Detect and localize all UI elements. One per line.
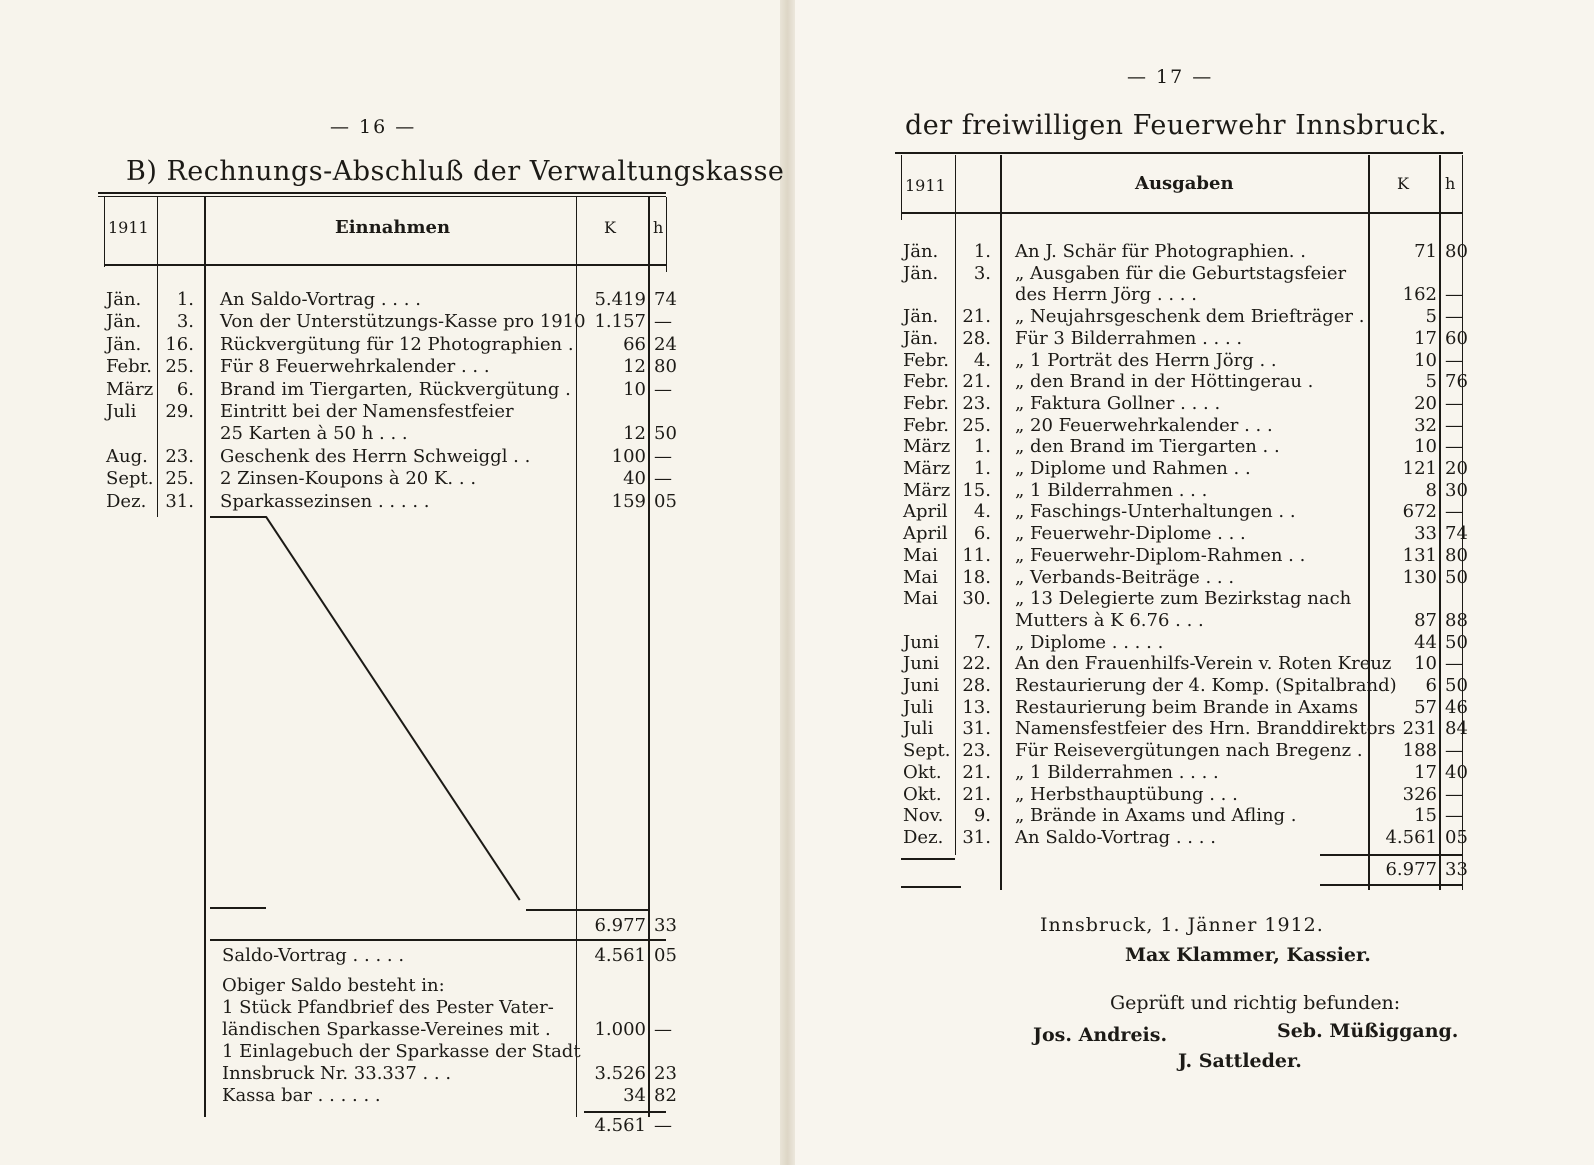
row-amount-h: — <box>1445 740 1463 762</box>
row-month: April <box>903 501 948 523</box>
row-description: „ 20 Feuerwehrkalender . . . <box>1015 414 1273 436</box>
row-amount-h: 50 <box>1445 631 1468 653</box>
col-rule-right <box>666 197 667 272</box>
row-amount-k: 10 <box>1414 436 1437 458</box>
row-amount-h: 50 <box>1445 566 1468 588</box>
row-amount-k: 326 <box>1402 783 1437 805</box>
col-rule-k <box>576 197 577 1117</box>
row-amount-h: — <box>1445 306 1463 328</box>
table-top-border <box>895 152 1463 154</box>
row-day: 23. <box>962 392 991 414</box>
row-amount-h: — <box>1445 501 1463 523</box>
row-amount-k: 100 <box>611 445 646 467</box>
page-number: — 17 — <box>1127 66 1214 88</box>
row-description: Brand im Tiergarten, Rückvergütung . <box>220 378 571 400</box>
row-amount-h: 46 <box>1445 696 1468 718</box>
col-rule-day <box>157 197 158 517</box>
col-rule-h <box>648 197 650 1117</box>
row-day: 31. <box>962 826 991 848</box>
table-header-rule <box>901 212 1463 214</box>
row-amount-k: 5.419 <box>594 289 646 310</box>
row-amount-k: 10 <box>623 378 646 400</box>
col-rule-desc <box>204 197 206 1117</box>
breakdown-text: Kassa bar . . . . . . <box>222 1085 381 1106</box>
breakdown-k: 34 <box>623 1085 646 1106</box>
table-top-border <box>98 192 666 194</box>
row-description: Sparkassezinsen . . . . . <box>220 490 430 512</box>
row-description: „ 1 Bilderrahmen . . . . <box>1015 761 1219 783</box>
row-month: Mai <box>903 544 938 566</box>
row-description: „ Feuerwehr-Diplome . . . <box>1015 523 1246 545</box>
row-amount-h: — <box>1445 349 1463 371</box>
row-day: 4. <box>973 501 991 523</box>
breakdown-k: 1.000 <box>594 1019 646 1040</box>
row-month: Febr. <box>903 392 950 414</box>
row-amount-h: — <box>1445 284 1463 306</box>
saldo-k: 4.561 <box>594 945 646 966</box>
row-day: 30. <box>962 588 991 610</box>
row-amount-h: 80 <box>1445 544 1468 566</box>
row-month: Jän. <box>106 311 142 333</box>
row-amount-h: — <box>654 378 672 400</box>
row-month: Sept. <box>903 740 951 762</box>
row-description: Restaurierung beim Brande in Axams <box>1015 696 1359 718</box>
row-month: Jän. <box>106 289 142 310</box>
table-top-border-inner <box>98 196 666 197</box>
row-description: Restaurierung der 4. Komp. (Spitalbrand) <box>1015 675 1397 696</box>
row-amount-k: 5 <box>1425 306 1437 328</box>
row-month: Dez. <box>903 826 944 848</box>
total-rule-left <box>901 886 961 888</box>
row-amount-k: 33 <box>1414 523 1437 545</box>
header-h: h <box>653 218 664 237</box>
row-day: 21. <box>962 783 991 805</box>
row-month: Juli <box>903 696 934 718</box>
col-rule-day <box>955 155 956 855</box>
row-day: 6. <box>973 523 991 545</box>
row-amount-h: 60 <box>1445 327 1468 349</box>
row-day: 1. <box>973 241 991 262</box>
row-amount-k: 15 <box>1414 805 1437 827</box>
row-day: 25. <box>962 414 991 436</box>
row-amount-k: 231 <box>1402 718 1437 740</box>
row-description: „ den Brand in der Höttingerau . <box>1015 371 1314 393</box>
row-amount-h: 50 <box>1445 675 1468 696</box>
row-amount-k: 10 <box>1414 349 1437 371</box>
saldo-h: 05 <box>654 945 677 966</box>
total-h: 33 <box>654 915 677 936</box>
breakdown-text: Obiger Saldo besteht in: <box>222 975 445 996</box>
row-description: An Saldo-Vortrag . . . . <box>220 289 421 310</box>
row-day: 25. <box>165 356 194 378</box>
row-amount-k: 66 <box>623 333 646 355</box>
breakdown-h: 82 <box>654 1085 677 1106</box>
row-month: Febr. <box>903 349 950 371</box>
row-month: Mai <box>903 588 938 610</box>
row-day: 28. <box>962 327 991 349</box>
row-month: Febr. <box>903 371 950 393</box>
row-amount-h: — <box>1445 653 1463 675</box>
left-page <box>0 0 785 1165</box>
total-k: 6.977 <box>1385 859 1437 880</box>
row-amount-k: 672 <box>1402 501 1437 523</box>
header-description: Ausgaben <box>1135 173 1234 194</box>
breakdown-k: 3.526 <box>594 1063 646 1084</box>
row-day: 31. <box>165 490 194 512</box>
row-month: Nov. <box>903 805 944 827</box>
header-year: 1911 <box>108 218 149 237</box>
cancel-stub <box>210 516 266 518</box>
row-description: Namensfestfeier des Hrn. Branddirektors <box>1015 718 1396 740</box>
row-description: „ Diplome und Rahmen . . <box>1015 458 1251 479</box>
row-day: 25. <box>165 468 194 490</box>
row-day: 4. <box>973 349 991 371</box>
row-description: „ 1 Porträt des Herrn Jörg . . <box>1015 349 1277 371</box>
row-description: „ den Brand im Tiergarten . . <box>1015 436 1280 458</box>
row-month: Febr. <box>903 414 950 436</box>
signer-2: Seb. Müßiggang. <box>1277 1020 1459 1042</box>
row-amount-k: 8 <box>1425 479 1437 501</box>
row-description: Für 8 Feuerwehrkalender . . . <box>220 356 490 378</box>
row-month: Juni <box>903 675 940 696</box>
col-rule-left <box>901 155 902 220</box>
row-amount-h: 05 <box>654 490 677 512</box>
row-amount-h: 74 <box>654 289 677 310</box>
row-amount-h: 84 <box>1445 718 1468 740</box>
row-amount-k: 159 <box>611 490 646 512</box>
row-month: Jän. <box>903 306 939 328</box>
row-day: 11. <box>962 544 991 566</box>
row-amount-k: 17 <box>1414 761 1437 783</box>
breakdown-h: — <box>654 1019 672 1040</box>
row-amount-h: — <box>1445 414 1463 436</box>
row-day: 1. <box>176 289 194 310</box>
header-k: K <box>1397 174 1409 193</box>
total-rule <box>210 939 666 941</box>
row-amount-k: 10 <box>1414 653 1437 675</box>
row-amount-h: — <box>1445 436 1463 458</box>
row-description: „ Brände in Axams und Afling . <box>1015 805 1297 827</box>
row-amount-k: 12 <box>623 423 646 445</box>
row-day: 23. <box>962 740 991 762</box>
row-month: Juni <box>903 631 940 653</box>
row-day: 13. <box>962 696 991 718</box>
right-page <box>795 0 1594 1165</box>
row-amount-k: 6 <box>1425 675 1437 696</box>
row-description: Mutters à K 6.76 . . . <box>1015 609 1204 631</box>
row-month: Okt. <box>903 761 942 783</box>
row-amount-k: 71 <box>1414 241 1437 262</box>
page-title: der freiwilligen Feuerwehr Innsbruck. <box>905 110 1448 141</box>
row-description: des Herrn Jörg . . . . <box>1015 284 1197 306</box>
signer-1: Jos. Andreis. <box>1033 1024 1168 1046</box>
row-day: 21. <box>962 371 991 393</box>
verified-note: Geprüft und richtig befunden: <box>1110 992 1401 1014</box>
row-amount-k: 5 <box>1425 371 1437 393</box>
row-description: „ Feuerwehr-Diplom-Rahmen . . <box>1015 544 1306 566</box>
saldo-text: Saldo-Vortrag . . . . . <box>222 945 405 966</box>
row-amount-k: 188 <box>1402 740 1437 762</box>
breakdown-rule <box>584 1111 666 1113</box>
row-amount-h: 24 <box>654 333 677 355</box>
total-k: 6.977 <box>594 915 646 936</box>
row-month: Febr. <box>106 356 153 378</box>
breakdown-total-k: 4.561 <box>594 1115 646 1136</box>
row-description: An Saldo-Vortrag . . . . <box>1015 826 1216 848</box>
page-number: — 16 — <box>330 116 417 138</box>
row-day: 15. <box>962 479 991 501</box>
row-description: An J. Schär für Photographien. . <box>1015 241 1306 262</box>
row-amount-h: 76 <box>1445 371 1468 393</box>
row-amount-k: 17 <box>1414 327 1437 349</box>
row-month: Jän. <box>903 241 939 262</box>
row-month: Juli <box>903 718 934 740</box>
row-description: Von der Unterstützungs-Kasse pro 1910 <box>220 311 586 333</box>
row-day: 18. <box>962 566 991 588</box>
place-date: Innsbruck, 1. Jänner 1912. <box>1040 914 1324 936</box>
row-description: Rückvergütung für 12 Photographien . <box>220 333 574 355</box>
table-header-rule <box>104 264 666 266</box>
breakdown-text: ländischen Sparkasse-Vereines mit . <box>222 1019 551 1040</box>
cancel-end-rule <box>526 909 650 911</box>
row-amount-k: 20 <box>1414 392 1437 414</box>
row-day: 6. <box>176 378 194 400</box>
row-amount-k: 57 <box>1414 696 1437 718</box>
row-month: März <box>903 436 951 458</box>
row-amount-k: 162 <box>1402 284 1437 306</box>
cancel-diagonal <box>265 516 521 901</box>
row-month: Aug. <box>106 445 148 467</box>
row-amount-h: — <box>654 468 672 490</box>
row-description: 25 Karten à 50 h . . . <box>220 423 408 445</box>
row-month: Jän. <box>903 327 939 349</box>
total-rule <box>1320 884 1463 886</box>
row-day: 21. <box>962 761 991 783</box>
col-rule-h <box>1439 155 1441 890</box>
breakdown-total-h: — <box>654 1115 672 1136</box>
row-day: 16. <box>165 333 194 355</box>
row-amount-h: 50 <box>654 423 677 445</box>
row-amount-h: 74 <box>1445 523 1468 545</box>
col-rule-k <box>1368 155 1370 890</box>
row-description: „ 13 Delegierte zum Bezirkstag nach <box>1015 588 1352 610</box>
row-amount-k: 12 <box>623 356 646 378</box>
row-amount-h: 80 <box>1445 241 1468 262</box>
row-day: 1. <box>973 458 991 479</box>
row-amount-k: 1.157 <box>594 311 646 333</box>
row-description: „ Faschings-Unterhaltungen . . <box>1015 501 1296 523</box>
row-day: 9. <box>973 805 991 827</box>
row-day: 7. <box>973 631 991 653</box>
breakdown-h: 23 <box>654 1063 677 1084</box>
row-day: 31. <box>962 718 991 740</box>
row-amount-h: 40 <box>1445 761 1468 783</box>
row-amount-k: 4.561 <box>1385 826 1437 848</box>
row-amount-h: — <box>1445 805 1463 827</box>
row-description: An den Frauenhilfs-Verein v. Roten Kreuz <box>1015 653 1392 675</box>
row-description: „ Faktura Gollner . . . . <box>1015 392 1221 414</box>
row-amount-h: — <box>654 311 672 333</box>
header-h: h <box>1445 174 1456 193</box>
row-month: Jän. <box>106 333 142 355</box>
row-month: April <box>903 523 948 545</box>
row-month: Mai <box>903 566 938 588</box>
row-day: 21. <box>962 306 991 328</box>
row-description: „ 1 Bilderrahmen . . . <box>1015 479 1208 501</box>
page-title: B) Rechnungs-Abschluß der Verwaltungskasse <box>126 156 785 187</box>
row-description: „ Verbands-Beiträge . . . <box>1015 566 1235 588</box>
row-amount-h: — <box>1445 783 1463 805</box>
breakdown-text: Innsbruck Nr. 33.337 . . . <box>222 1063 452 1084</box>
row-month: Dez. <box>106 490 147 512</box>
row-amount-k: 44 <box>1414 631 1437 653</box>
row-amount-h: 30 <box>1445 479 1468 501</box>
row-description: „ Neujahrsgeschenk dem Briefträger . <box>1015 306 1365 328</box>
col-rule-left <box>104 197 105 267</box>
cashier-signature: Max Klammer, Kassier. <box>1125 944 1371 966</box>
row-amount-h: 20 <box>1445 458 1468 479</box>
row-amount-h: 05 <box>1445 826 1468 848</box>
row-month: März <box>903 458 951 479</box>
row-month: März <box>903 479 951 501</box>
row-month: März <box>106 378 154 400</box>
row-amount-h: 80 <box>654 356 677 378</box>
sum-rule <box>1320 854 1463 856</box>
header-year: 1911 <box>905 176 946 195</box>
signer-3: J. Sattleder. <box>1178 1050 1302 1072</box>
row-description: „ Diplome . . . . . <box>1015 631 1164 653</box>
row-month: Juli <box>106 401 137 422</box>
row-amount-k: 40 <box>623 468 646 490</box>
row-description: „ Herbsthauptübung . . . <box>1015 783 1238 805</box>
header-description: Einnahmen <box>335 217 451 238</box>
row-amount-k: 131 <box>1402 544 1437 566</box>
row-description: Für 3 Bilderrahmen . . . . <box>1015 327 1243 349</box>
row-description: Für Reisevergütungen nach Bregenz . <box>1015 740 1363 762</box>
row-amount-h: 88 <box>1445 609 1468 631</box>
row-day: 3. <box>176 311 194 333</box>
sum-rule-left <box>210 907 266 909</box>
row-amount-k: 32 <box>1414 414 1437 436</box>
row-description: Eintritt bei der Namensfestfeier <box>220 401 514 422</box>
header-k: K <box>604 218 616 237</box>
row-month: Sept. <box>106 468 154 490</box>
row-description: 2 Zinsen-Koupons à 20 K. . . <box>220 468 477 490</box>
breakdown-text: 1 Einlagebuch der Sparkasse der Stadt <box>222 1041 581 1062</box>
breakdown-text: 1 Stück Pfandbrief des Pester Vater- <box>222 997 554 1018</box>
row-description: Geschenk des Herrn Schweiggl . . <box>220 445 531 467</box>
col-rule-desc <box>1000 155 1002 890</box>
row-month: Jän. <box>903 262 939 284</box>
row-month: Juni <box>903 653 940 675</box>
row-description: „ Ausgaben für die Geburtstagsfeier <box>1015 262 1347 284</box>
row-day: 23. <box>165 445 194 467</box>
row-month: Okt. <box>903 783 942 805</box>
row-amount-k: 87 <box>1414 609 1437 631</box>
row-amount-k: 130 <box>1402 566 1437 588</box>
row-amount-h: — <box>654 445 672 467</box>
sum-rule-left <box>901 858 955 860</box>
row-day: 29. <box>165 401 194 422</box>
row-day: 22. <box>962 653 991 675</box>
row-day: 1. <box>973 436 991 458</box>
row-day: 28. <box>962 675 991 696</box>
row-day: 3. <box>973 262 991 284</box>
row-amount-k: 121 <box>1402 458 1437 479</box>
row-amount-h: — <box>1445 392 1463 414</box>
total-h: 33 <box>1445 859 1468 880</box>
